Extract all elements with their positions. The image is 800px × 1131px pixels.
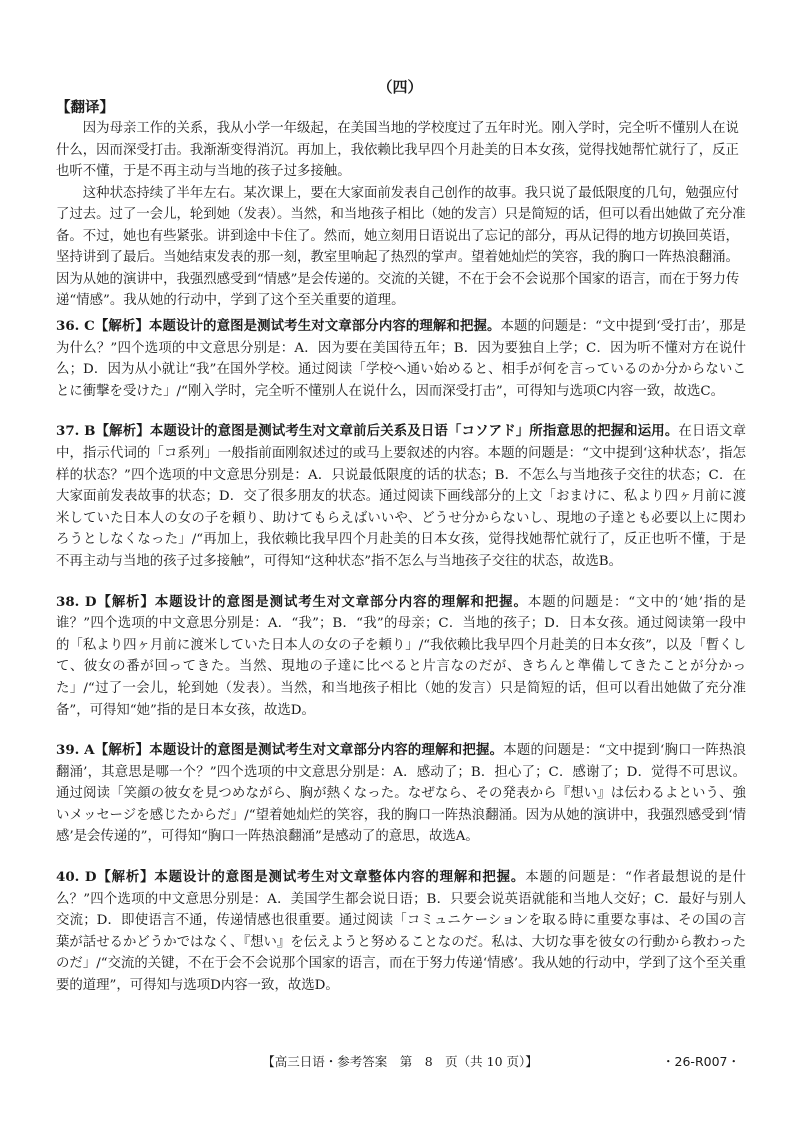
translation-text — [56, 118, 746, 312]
answer-body: 本题的问题是：“文中的‘她’指的是谁？”四个选项的中文意思分别是：A．“我”；B．“我”的母亲；C．当地的孩子；D．日本女孩。通过阅读第一段中的「私より四ヶ月前に渡米していた日本人の女の子を頼り」/“我依赖比我早四个月赴美的日本女孩”，以及「暫くして、彼女の番が回ってきた。当然、現地の子達に比べると片言なのだが、きちんと準備してきたことが分かった」/“过了一会儿，轮到她（发表）。当然，和当地孩子相比（她的发言）只是简短的话，但可以看出她做了充分准备”，可得知“她”指的是日本女孩，故选D。 — [56, 594, 746, 718]
answer-explanations — [56, 316, 746, 1016]
answer-37 — [56, 421, 746, 572]
page-footer: 【高三日语・参考答案 第 8 页（共 10 页）】 — [262, 1054, 538, 1069]
section-title: （四） — [377, 78, 423, 96]
answer-lead: 36. C【解析】本题设计的意图是测试考生对文章部分内容的理解和把握。 — [56, 318, 501, 334]
answer-body: 本题的问题是：“作者最想说的是什么？”四个选项的中文意思分别是：A．美国学生都会说日语；B．只要会说英语就能和当地人交好；C．最好与别人交流；D．即使语言不通，传递情感也很重要。通过阅读「コミュニケーションを取る時に重要な事は、その国の言葉が話せるかどうかではなく、『想い』を伝えようと努めることなのだ。私は、大切な事を彼女の行動から教わったのだ」/“交流的关键，不在于会不会说那个国家的语言，而在于努力传递‘情感’。我从她的行动中，学到了这个至关重要的道理”，可得知与选项D内容一致，故选D。 — [56, 870, 746, 994]
translation-paragraph: 因为母亲工作的关系，我从小学一年级起，在美国当地的学校度过了五年时光。刚入学时，完全听不懂别人在说什么，因而深受打击。我渐渐变得消沉。再加上，我依赖比我早四个月赴美的日本女孩，觉得找她帮忙就行了，反正也听不懂，于是不再主动与当地的孩子过多接触。 — [56, 121, 739, 179]
answer-lead: 40. D【解析】本题设计的意图是测试考生对文章整体内容的理解和把握。 — [56, 869, 526, 886]
answer-body: 在日语文章中，指示代词的「コ系列」一般指前面刚叙述过的或马上要叙述的内容。本题的问题是：“文中提到‘这种状态’，指怎样的状态？”四个选项的中文意思分别是：A．只说最低限度的话的状态；B．不怎么与当地孩子交往的状态；C．在大家面前发表故事的状态；D．交了很多朋友的状态。通过阅读下画线部分的上文「おまけに、私より四ヶ月前に渡米していた日本人の女の子を頼り、助けてもらえばいいや、どうせ分からないし、現地の子達とも必要以上に関わろうとしなくなった」/“再加上，我依赖比我早四个月赴美的日本女孩，觉得找她帮忙就行了，反正也听不懂，于是不再主动与当地的孩子过多接触”，可得知“这种状态”指不怎么与当地孩子交往的状态，故选B。 — [56, 424, 746, 569]
answer-lead: 38. D【解析】本题设计的意图是测试考生对文章部分内容的理解和把握。 — [56, 593, 528, 610]
answer-lead: 39. A【解析】本题设计的意图是测试考生对文章部分内容的理解和把握。 — [56, 742, 504, 759]
answer-lead: 37. B【解析】本题设计的意图是测试考生对文章前后关系及日语「コソアド」所指意思的把握和运用。 — [56, 423, 679, 440]
answer-36 — [56, 316, 746, 402]
translation-label: 【翻译】 — [56, 99, 114, 116]
answer-38 — [56, 592, 746, 722]
translation-paragraph: 这种状态持续了半年左右。某次课上，要在大家面前发表自己创作的故事。我只说了最低限度的几句，勉强应付了过去。过了一会儿，轮到她（发表）。当然，和当地孩子相比（她的发言）只是简短的话，但可以看出她做了充分准备。不过，她也有些紧张。讲到途中卡住了。然而，她立刻用日语说出了忘记的部分，再从记得的地方切换回英语，坚持讲到了最后。当她结束发表的那一刻，教室里响起了热烈的掌声。望着她灿烂的笑容，我的胸口一阵热浪翻涌。因为从她的演讲中，我强烈感受到“情感”是会传递的。交流的关键，不在于会不会说那个国家的语言，而在于努力传递“情感”。我从她的行动中，学到了这个至关重要的道理。 — [56, 185, 746, 308]
answer-body: 本题的问题是：“文中提到‘胸口一阵热浪翻涌’，其意思是哪一个？”四个选项的中文意思分别是：A．感动了；B．担心了；C．感谢了；D．觉得不可思议。通过阅读「笑顔の彼女を見つめながら、胸が熱くなった。なぜなら、その発表から『想い』は伝わるよという、強いメッセージを感じたからだ」/“望着她灿烂的笑容，我的胸口一阵热浪翻涌。因为从她的演讲中，我强烈感受到‘情感’是会传递的”，可得知“胸口一阵热浪翻涌”是感动了的意思，故选A。 — [56, 743, 746, 845]
answer-40 — [56, 867, 746, 997]
answer-body: 本题的问题是：“文中提到‘受打击’，那是为什么？”四个选项的中文意思分别是：A．因为要在美国待五年；B．因为要独自上学；C．因为听不懂对方在说什么；D．因为从小就让“我”在国外学校。通过阅读「学校へ通い始めると、相手が何を言っているのか分からないことに衝撃を受けた」/“刚入学时，完全听不懂别人在说什么，因而深受打击”，可得知与选项C内容一致，故选C。 — [56, 319, 746, 399]
answer-39 — [56, 740, 746, 848]
document-code: ・26-R007・ — [662, 1054, 740, 1069]
